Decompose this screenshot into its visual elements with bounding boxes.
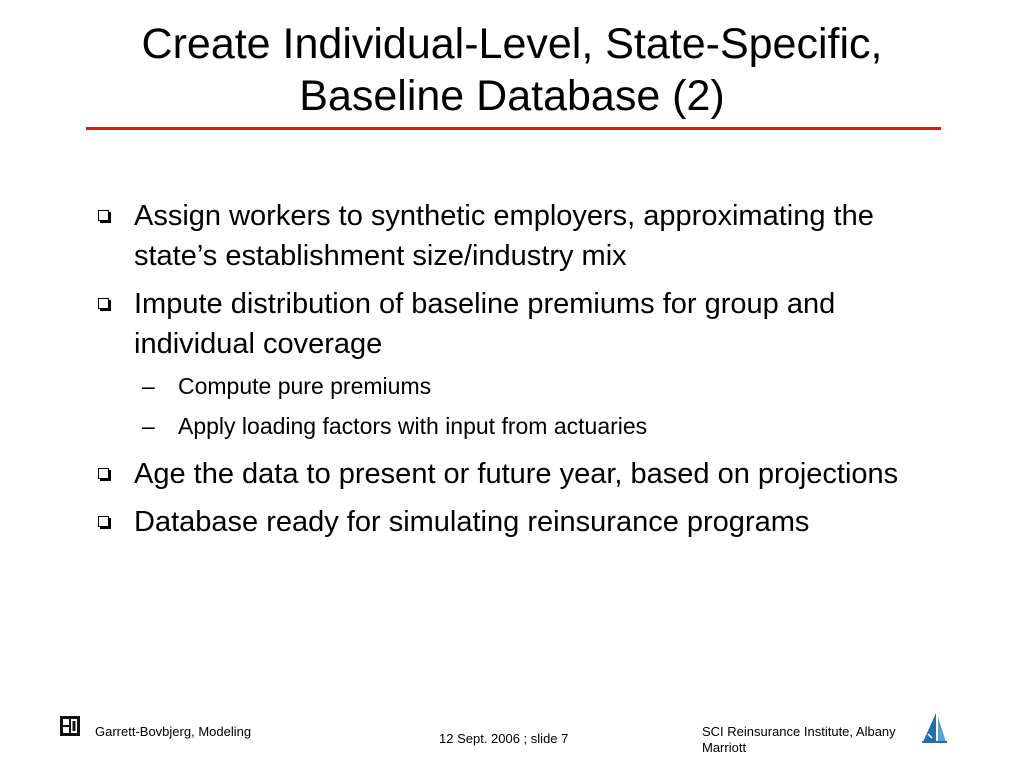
slide-title-line-2: Baseline Database (2) [299, 72, 725, 120]
footer-author: Garrett-Bovbjerg, Modeling [95, 724, 252, 739]
bullet-item [98, 284, 918, 446]
footer-venue: SCI Reinsurance Institute, Albany Marriott [702, 724, 896, 755]
bullet-item [98, 502, 918, 542]
bullet-box-icon [98, 298, 109, 309]
bullet-box-icon [98, 516, 109, 527]
bullet-item [98, 454, 918, 494]
slide-footer [0, 700, 1024, 768]
bullet-box-icon [98, 468, 109, 479]
footer-date-slide: 12 Sept. 2006 ; slide 7 [439, 731, 569, 746]
bullet-item [98, 196, 918, 276]
title-divider [86, 127, 941, 130]
slide-title [0, 18, 1024, 122]
bullet-list [98, 196, 918, 550]
bullet-text: Impute distribution of baseline premiums for group and individual coverage [134, 288, 836, 360]
sub-bullet-item [142, 406, 918, 446]
bullet-text: Database ready for simulating reinsurance programs [134, 506, 810, 538]
sub-bullet-item [142, 366, 918, 406]
slide-title-line-1: Create Individual-Level, State-Specific, [141, 20, 883, 68]
dash-icon: – [142, 373, 155, 399]
sub-bullet-text: Apply loading factors with input from actuaries [178, 413, 648, 439]
sub-bullet-text: Compute pure premiums [178, 373, 432, 399]
sail-logo-icon [920, 712, 948, 744]
bullet-text: Age the data to present or future year, based on projections [134, 458, 899, 490]
sub-bullet-list [134, 366, 918, 446]
bullet-text: Assign workers to synthetic employers, approximating the state’s establishment size/industry mix [134, 200, 874, 272]
urban-institute-logo-icon [60, 716, 80, 736]
dash-icon: – [142, 413, 155, 439]
bullet-box-icon [98, 210, 109, 221]
